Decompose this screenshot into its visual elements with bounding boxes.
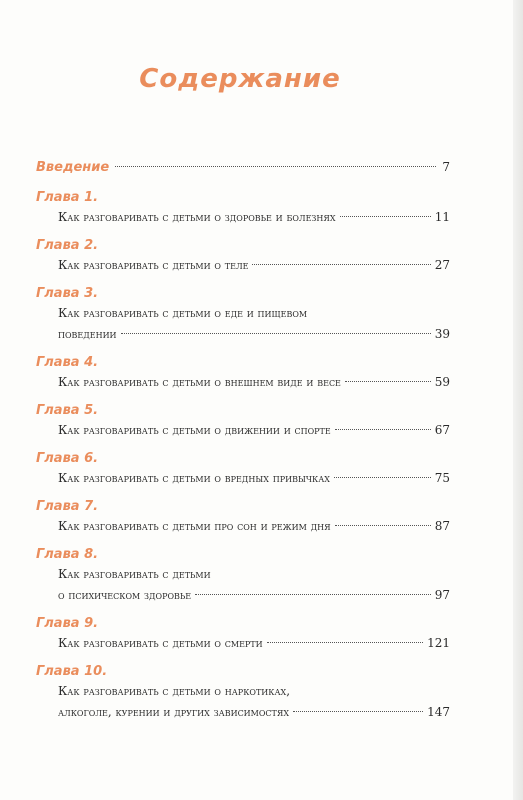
leader-dots <box>293 711 423 712</box>
toc-entry-chapter-1[interactable] <box>36 188 450 228</box>
chapter-label: Глава 1. <box>36 190 99 205</box>
chapter-title-line: Как разговаривать с детьми о еде и пищевом <box>58 306 308 320</box>
leader-dots <box>345 381 431 382</box>
chapter-label: Глава 6. <box>36 451 99 466</box>
intro-label: Введение <box>36 160 110 175</box>
chapter-label: Глава 5. <box>36 403 99 418</box>
chapter-title-line: Как разговаривать с детьми о движении и спорте 67 <box>36 420 450 441</box>
toc-entry-chapter-8[interactable] <box>36 545 450 606</box>
chapter-title-line: Как разговаривать с детьми про сон и режим дня 87 <box>36 516 450 537</box>
leader-dots <box>121 333 431 334</box>
leader-dots <box>115 166 436 167</box>
toc-entry-chapter-2[interactable] <box>36 236 450 276</box>
leader-dots <box>340 216 431 217</box>
toc-entry-chapter-7[interactable] <box>36 497 450 537</box>
chapter-title-line: Как разговаривать с детьми о теле 27 <box>36 255 450 276</box>
chapter-title-line: о психическом здоровье 97 <box>36 585 450 606</box>
leader-dots <box>335 429 431 430</box>
page-number: 147 <box>427 705 450 719</box>
chapter-title-line: Как разговаривать с детьми о внешнем виде и весе 59 <box>36 372 450 393</box>
chapter-label: Глава 2. <box>36 238 99 253</box>
table-of-contents <box>36 156 450 731</box>
chapter-label: Глава 7. <box>36 499 99 514</box>
page-number: 67 <box>434 423 450 437</box>
toc-entry-chapter-9[interactable] <box>36 614 450 654</box>
page-number: 75 <box>434 471 450 485</box>
chapter-label: Глава 3. <box>36 286 99 301</box>
page-number: 27 <box>434 258 450 272</box>
toc-entry-chapter-3[interactable] <box>36 284 450 345</box>
chapter-title-line: поведении 39 <box>36 324 450 345</box>
leader-dots <box>252 264 430 265</box>
toc-entry-chapter-6[interactable] <box>36 449 450 489</box>
toc-entry-intro[interactable] <box>36 156 450 178</box>
chapter-label: Глава 4. <box>36 355 99 370</box>
leader-dots <box>195 594 431 595</box>
page-number: 87 <box>434 519 450 533</box>
page-number: 11 <box>434 210 450 224</box>
chapter-label: Глава 10. <box>36 664 108 679</box>
chapter-label: Глава 8. <box>36 547 99 562</box>
leader-dots <box>335 525 431 526</box>
page-number: 121 <box>427 636 450 650</box>
page-number: 7 <box>442 160 450 174</box>
chapter-title-line: Как разговаривать с детьми о вредных привычках 75 <box>36 468 450 489</box>
leader-dots <box>267 642 423 643</box>
page-edge <box>513 0 523 800</box>
chapter-title-line: Как разговаривать с детьми о смерти 121 <box>36 633 450 654</box>
leader-dots <box>334 477 431 478</box>
page-number: 39 <box>434 327 450 341</box>
chapter-label: Глава 9. <box>36 616 99 631</box>
page-number: 59 <box>434 375 450 389</box>
page-title: Содержание <box>139 64 341 94</box>
toc-entry-chapter-10[interactable] <box>36 662 450 723</box>
toc-entry-chapter-5[interactable] <box>36 401 450 441</box>
chapter-title-line: Как разговаривать с детьми <box>58 567 211 581</box>
toc-entry-chapter-4[interactable] <box>36 353 450 393</box>
chapter-title-line: Как разговаривать с детьми о здоровье и болезнях 11 <box>36 207 450 228</box>
page-number: 97 <box>434 588 450 602</box>
chapter-title-line: алкоголе, курении и других зависимостях 147 <box>36 702 450 723</box>
chapter-title-line: Как разговаривать с детьми о наркотиках, <box>58 684 291 698</box>
